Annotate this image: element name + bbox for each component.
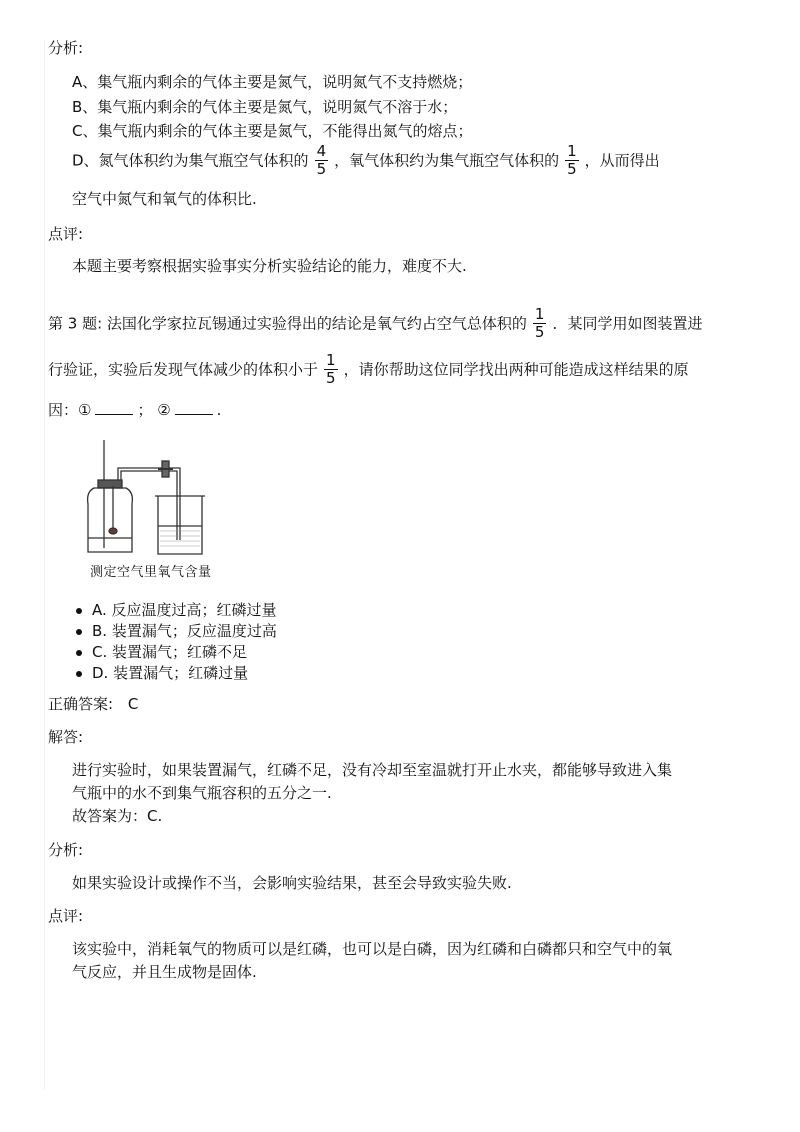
- fraction-one-fifth: [533, 306, 547, 342]
- correct-answer-label: 正确答案:: [48, 695, 114, 713]
- fraction-numerator: 1: [567, 142, 577, 160]
- fraction-denominator: 5: [316, 160, 327, 179]
- question-3-line-2: [48, 352, 689, 388]
- solution-line-3: 故答案为：C.: [72, 807, 163, 825]
- fraction-numerator: 1: [534, 305, 545, 323]
- solution-line-2: 气瓶中的水不到集气瓶容积的五分之一.: [72, 784, 332, 802]
- fraction-one-fifth: [324, 352, 338, 388]
- fraction-numerator: 4: [316, 142, 327, 160]
- question-text: ； ②: [137, 401, 171, 419]
- question-text: .: [216, 401, 222, 419]
- review-label-2: 点评:: [48, 907, 84, 925]
- fraction-numerator: 1: [326, 351, 336, 369]
- review-line-1: 该实验中，消耗氧气的物质可以是红磷，也可以是白磷，因为红磷和白磷都只和空气中的氧: [72, 940, 673, 958]
- option-d-text-post: ，从而得出: [584, 151, 660, 170]
- option-a[interactable]: A. 反应温度过高；红磷过量: [72, 600, 277, 621]
- option-b[interactable]: B. 装置漏气；反应温度过高: [72, 621, 277, 642]
- correct-answer: [48, 694, 138, 716]
- answer-blank-1[interactable]: [95, 414, 133, 415]
- analysis-option-d: [72, 143, 660, 179]
- review-line-2: 气反应，并且生成物是固体.: [72, 963, 257, 981]
- answer-blank-2[interactable]: [175, 414, 213, 415]
- correct-answer-value: C: [127, 695, 139, 713]
- option-d-text-mid: ，氧气体积约为集气瓶空气体积的: [334, 151, 560, 170]
- option-d-text-pre: D、氮气体积约为集气瓶空气体积的: [72, 151, 309, 170]
- analysis-option-b: B、集气瓶内剩余的气体主要是氮气，说明氮气不溶于水；: [72, 98, 458, 116]
- fraction-denominator: 5: [567, 160, 577, 179]
- fraction-denominator: 5: [534, 323, 545, 342]
- fraction-one-fifth: [565, 143, 579, 179]
- review-label: 点评:: [48, 225, 84, 243]
- analysis-label-2: 分析:: [48, 841, 84, 859]
- analysis-label: 分析:: [48, 39, 84, 57]
- question-3-line-1: [48, 306, 702, 342]
- option-d[interactable]: D. 装置漏气；红磷过量: [72, 663, 277, 684]
- analysis-option-d-line2: 空气中氮气和氧气的体积比.: [72, 190, 257, 208]
- fraction-denominator: 5: [326, 369, 336, 388]
- solution-line-1: 进行实验时，如果装置漏气，红磷不足，没有冷却至室温就打开止水夹，都能够导致进入集: [72, 761, 673, 779]
- figure-caption: 测定空气里氧气含量: [90, 565, 212, 580]
- option-c[interactable]: C. 装置漏气；红磷不足: [72, 642, 277, 663]
- question-text: 行验证，实验后发现气体减少的体积小于: [48, 360, 319, 379]
- question-text: ．某同学用如图装置进: [552, 314, 703, 333]
- margin-rule: [44, 40, 45, 1090]
- analysis-text-2: 如果实验设计或操作不当，会影响实验结果，甚至会导致实验失败.: [72, 874, 512, 892]
- solution-label: 解答:: [48, 728, 84, 746]
- question-text: 因：①: [48, 401, 92, 419]
- review-text: 本题主要考察根据实验事实分析实验结论的能力，难度不大.: [72, 257, 467, 275]
- options-list: [72, 600, 277, 684]
- question-text: 第 3 题: 法国化学家拉瓦锡通过实验得出的结论是氧气约占空气总体积的: [48, 314, 527, 333]
- question-text: ，请你帮助这位同学找出两种可能造成这样结果的原: [343, 360, 689, 379]
- analysis-option-c: C、集气瓶内剩余的气体主要是氮气，不能得出氮气的熔点；: [72, 122, 473, 140]
- analysis-option-a: A、集气瓶内剩余的气体主要是氮气，说明氮气不支持燃烧；: [72, 73, 473, 91]
- question-3-line-3: [48, 400, 221, 422]
- fraction-four-fifths: [315, 143, 329, 179]
